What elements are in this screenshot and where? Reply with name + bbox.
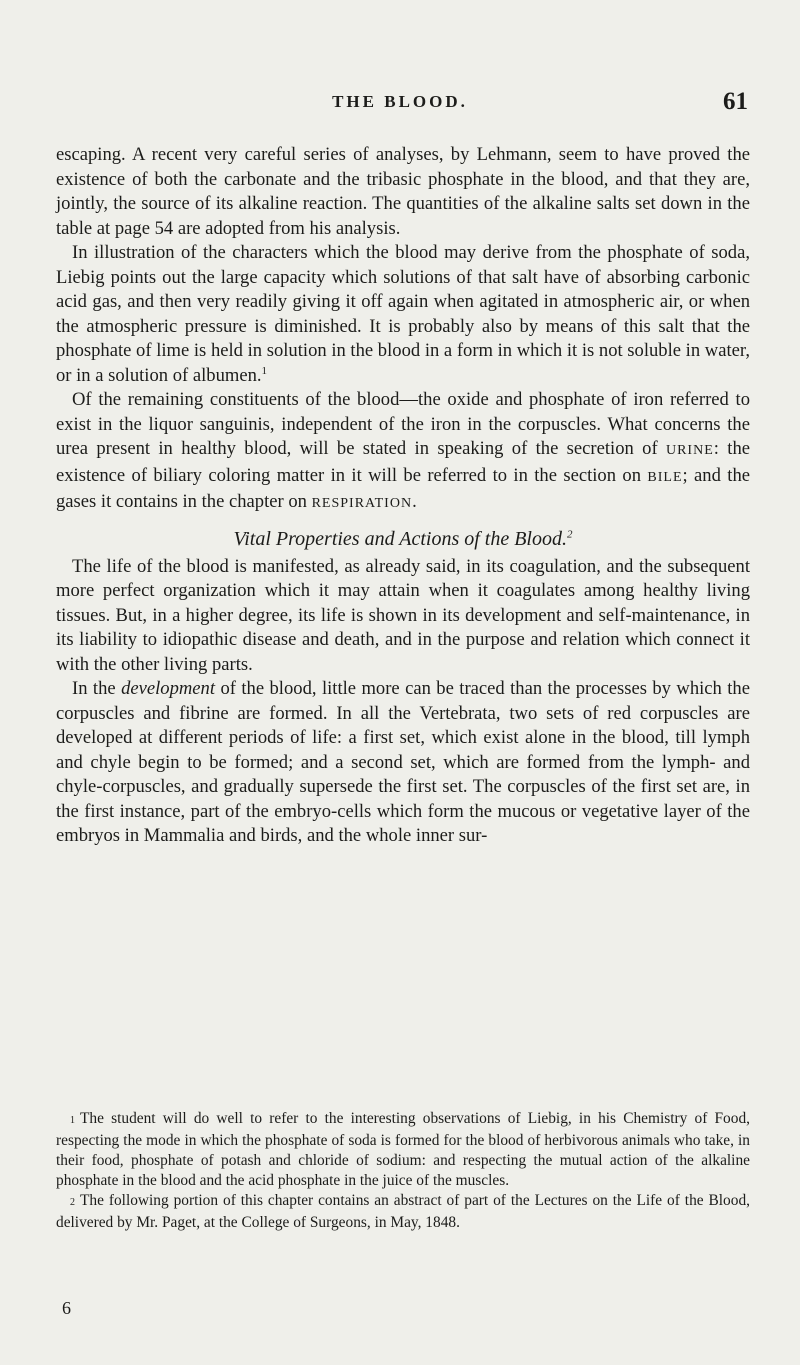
footnote-1-text: The student will do well to refer to the interesting observations of Liebig, in his Chemistry of Food, respecting the mode in which the phosphate of soda is formed for the blood of herbivorous animals who take, in their food, phosphate of potash and chloride of sodium: and respecting the mutual action of the alkaline phosphate in the blood and the acid phosphate in the juice of the muscles. [56, 1110, 750, 1189]
page-header [52, 88, 748, 120]
paragraph-2-text: In illustration of the characters which the blood may derive from the phosphate of soda, Liebig points out the large capacity which solutions of that salt have of absorbing carbonic acid gas, and then very readily giving it off again when agitated in atmospheric air, or when the atmospheric pressure is diminished. It is probably also by means of this salt that the phosphate of lime is held in solution in the blood in a form in which it is not soluble in water, or in a solution of albumen. [56, 242, 750, 386]
section-heading-text: Vital Properties and Actions of the Blood. [233, 527, 567, 550]
paragraph-4: The life of the blood is manifested, as already said, in its coagulation, and the subsequent more perfect organization which it may attain when it coagulates among healthy living tissues. But, in a higher degree, its life is shown in its development and self-maintenance, in its liability to idiopathic disease and death, and in the purpose and relation which connect it with the other living parts. [56, 555, 750, 675]
paragraph-3-text-b: : the existence of biliary coloring matter in it will be referred to in the section on [56, 438, 750, 486]
footnote-1 [56, 1109, 750, 1191]
footnote-2-text: The following portion of this chapter contains an abstract of part of the Lectures on the Life of the Blood, delivered by Mr. Paget, at the College of Surgeons, in May, 1848. [56, 1192, 750, 1231]
paragraph-5 [56, 677, 750, 849]
body-text [56, 143, 750, 849]
paragraph-3-text-d: . [412, 491, 417, 512]
paragraph-5-text-a: In the [72, 678, 122, 699]
page-number: 61 [723, 88, 748, 115]
section-heading [56, 526, 750, 552]
paragraph-1: escaping. A recent very careful series of analyses, by Lehmann, seem to have proved the existence of both the carbonate and the tribasic phosphate in the blood, and that they are, jointly, the source of its alkaline reaction. The quantities of the alkaline salts set down in the table at page 54 are adopted from his analysis. [56, 144, 750, 239]
italic-development: development [121, 678, 216, 699]
footnote-1-mark: 1 [70, 1115, 75, 1126]
footnotes [56, 1109, 750, 1233]
small-caps-urine: URINE [665, 443, 714, 458]
footnote-2 [56, 1191, 750, 1233]
paragraph-3 [56, 388, 750, 517]
small-caps-bile: BILE [647, 469, 683, 485]
footnote-ref-1: 1 [261, 364, 268, 377]
signature-mark: 6 [62, 1298, 71, 1318]
paragraph-2 [56, 241, 750, 388]
running-title: THE BLOOD. [332, 92, 468, 111]
footnote-2-mark: 2 [70, 1197, 75, 1208]
small-caps-respiration: RESPIRATION [311, 496, 413, 511]
footnote-ref-2: 2 [567, 527, 573, 540]
paragraph-3-text-c: ; and the gases it contains in the chapter on [56, 464, 750, 512]
paragraph-3-text-a: Of the remaining constituents of the blood—the oxide and phosphate of iron referred to exist in the liquor sanguinis, independent of the iron in the corpuscles. What concerns the urea present in healthy blood, will be stated in speaking of the secretion of [56, 389, 750, 459]
paragraph-5-text-b: of the blood, little more can be traced than the processes by which the corpuscles and fibrine are formed. In all the Vertebrata, two sets of red corpuscles are developed at different periods of life: a first set, which exist alone in the blood, till lymph and chyle begin to be formed; and a second set, which are formed from the lymph- and chyle-corpuscles, and gradually supersede the first set. The corpuscles of the first set are, in the first instance, part of the embryo-cells which form the mucous or vegetative layer of the embryos in Mammalia and birds, and the whole inner sur- [56, 678, 750, 846]
